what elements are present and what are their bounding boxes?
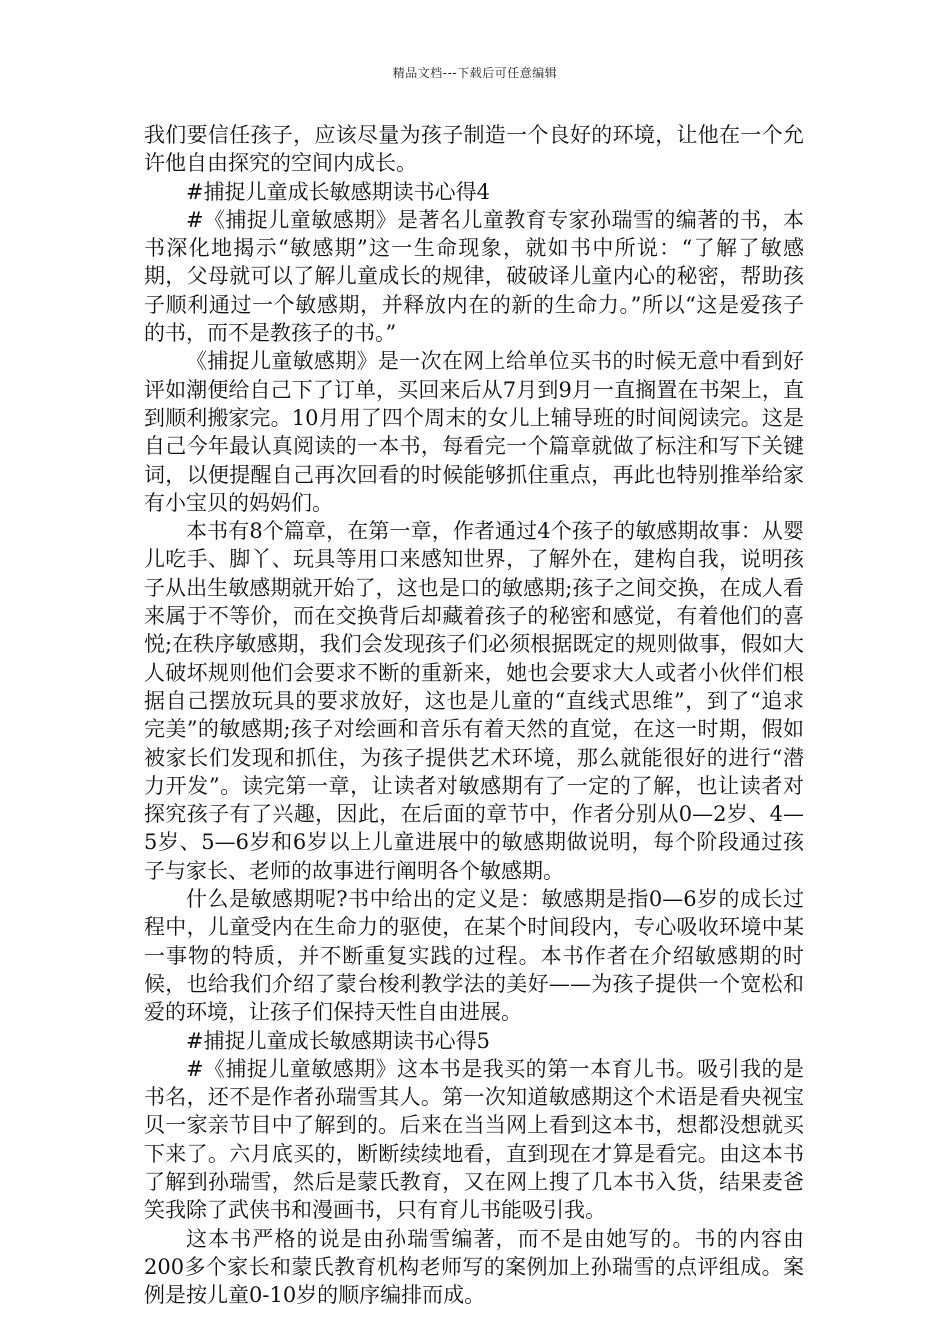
paragraph: 这本书严格的说是由孙瑞雪编著，而不是由她写的。书的内容由200多个家长和蒙氏教育机构老师写的案例加上孙瑞雪的点评组成。案例是按儿童0-10岁的顺序编排而成。 [144, 1226, 804, 1308]
paragraph: 我们要信任孩子，应该尽量为孩子制造一个良好的环境，让他在一个允许他自由探究的空间内成长。 [144, 123, 804, 176]
paragraph: #《捕捉儿童敏感期》这本书是我买的第一本育儿书。吸引我的是书名，还不是作者孙瑞雪其人。第一次知道敏感期这个术语是看央视宝贝一家亲节目中了解到的。后来在当当网上看到这本书，想都没想就买下来了。六月底买的，断断续续地看，直到现在才算是看完。由这本书了解到孙瑞雪，然后是蒙氏教育，又在网上搜了几本书入货，结果麦爸笑我除了武侠书和漫画书，只有育儿书能吸引我。 [144, 1056, 804, 1223]
page-header: 精品文档---下载后可任意编辑 [392, 66, 558, 80]
section-heading: #捕捉儿童成长敏感期读书心得4 [186, 179, 490, 204]
paragraph: 什么是敏感期呢?书中给出的定义是：敏感期是指0—6岁的成长过程中，儿童受内在生命力的驱使，在某个时间段内，专心吸收环境中某一事物的特质，并不断重复实践的过程。本书作者在介绍敏感期的时候，也给我们介绍了蒙台梭利教学法的美好——为孩子提供一个宽松和爱的环境，让孩子们保持天性自由进展。 [144, 887, 804, 1025]
paragraph: 《捕捉儿童敏感期》是一次在网上给单位买书的时候无意中看到好评如潮便给自己下了订单，买回来后从7月到9月一直搁置在书架上，直到顺利搬家完。10月用了四个周末的女儿上辅导班的时间阅读完。这是自己今年最认真阅读的一本书，每看完一个篇章就做了标注和写下关键词，以便提醒自己再次回看的时候能够抓住重点，再此也特别推举给家有小宝贝的妈妈们。 [144, 349, 804, 515]
paragraph: 本书有8个篇章，在第一章，作者通过4个孩子的敏感期故事：从婴儿吃手、脚丫、玩具等用口来感知世界，了解外在，建构自我，说明孩子从出生敏感期就开始了，这也是口的敏感期;孩子之间交换，在成人看来属于不等价，而在交换背后却藏着孩子的秘密和感觉，有着他们的喜悦;在秩序敏感期，我们会发现孩子们必须根据既定的规则做事，假如大人破坏规则他们会要求不断的重新来，她也会要求大人或者小伙伴们根据自己摆放玩具的要求放好，这也是儿童的“直线式思维”，到了“追求完美”的敏感期;孩子对绘画和音乐有着天然的直觉，在这一时期，假如被家长们发现和抓住，为孩子提供艺术环境，那么就能很好的进行“潜力开发”。读完第一章，让读者对敏感期有了一定的了解，也让读者对探究孩子有了兴趣，因此，在后面的章节中，作者分别从0—2岁、4—5岁、5—6岁和6岁以上儿童进展中的敏感期做说明，每个阶段通过孩子与家长、老师的故事进行阐明各个敏感期。 [144, 519, 804, 883]
paragraph: #《捕捉儿童敏感期》是著名儿童教育专家孙瑞雪的编著的书，本书深化地揭示“敏感期”这一生命现象，就如书中所说：“了解了敏感期，父母就可以了解儿童成长的规律，破破译儿童内心的秘密，帮助孩子顺利通过一个敏感期，并释放内在的新的生命力。”所以“这是爱孩子的书，而不是教孩子的书。” [144, 207, 804, 346]
document-body [144, 121, 804, 1309]
section-heading: #捕捉儿童成长敏感期读书心得5 [186, 1028, 490, 1053]
